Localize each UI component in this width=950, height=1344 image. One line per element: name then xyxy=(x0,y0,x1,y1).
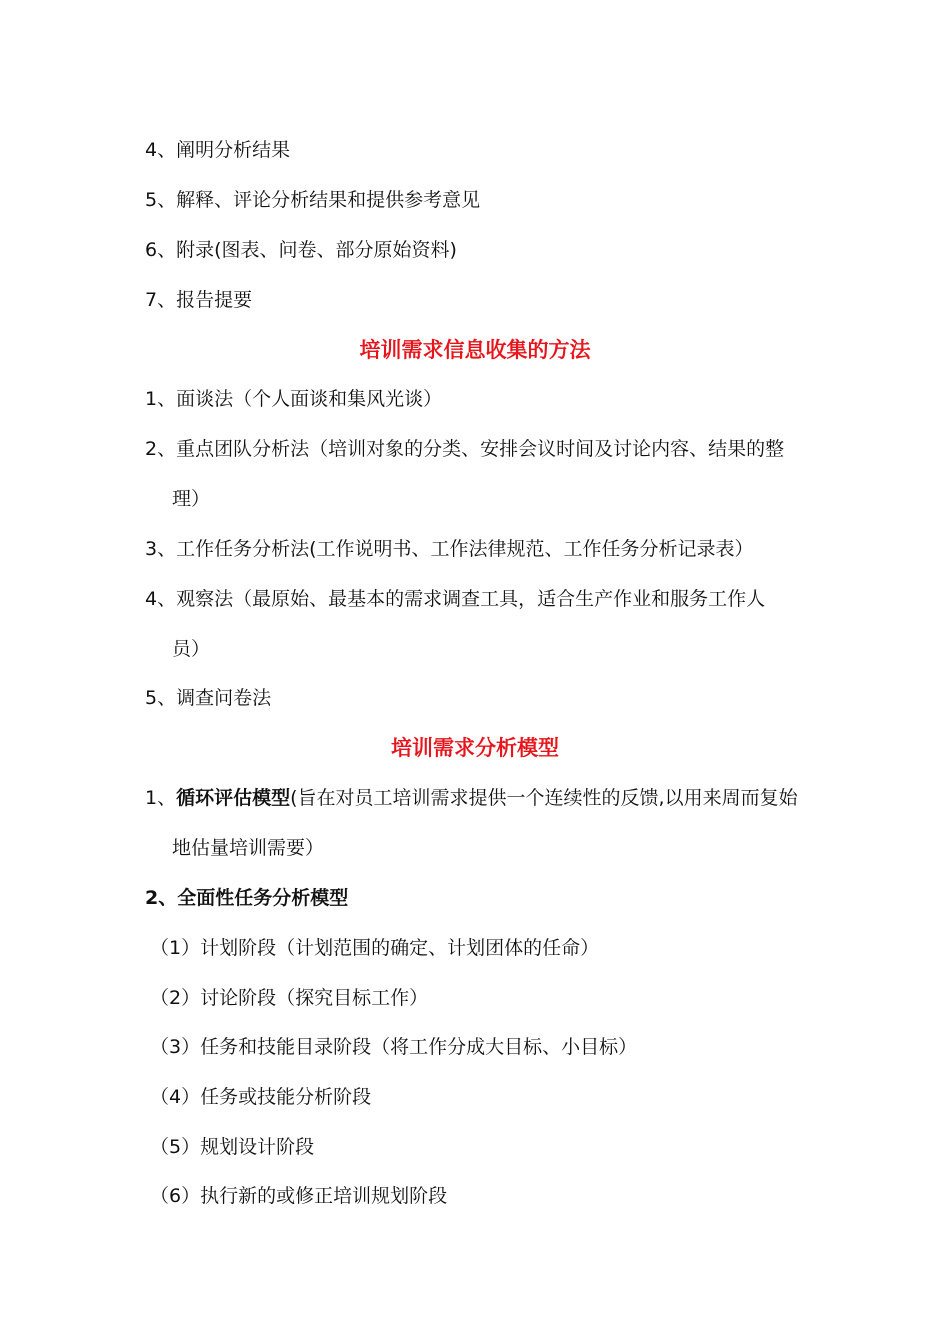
item-text: 重点团队分析法（培训对象的分类、安排会议时间及讨论内容、结果的整 xyxy=(176,438,785,460)
item-number: 5、 xyxy=(145,687,177,709)
list-item xyxy=(145,587,765,611)
sub-list-item xyxy=(150,1135,314,1159)
sub-list-item xyxy=(150,1035,637,1059)
model-name: 全面性任务分析模型 xyxy=(177,887,349,909)
item-text: 计划阶段（计划范围的确定、计划团体的任命） xyxy=(200,937,600,959)
list-item xyxy=(145,188,480,212)
item-text: 任务和技能目录阶段（将工作分成大目标、小目标） xyxy=(200,1036,638,1058)
item-number: （2） xyxy=(150,987,201,1009)
model-name: 循环评估模型 xyxy=(176,787,291,809)
list-item xyxy=(145,238,457,262)
list-item xyxy=(145,387,442,411)
item-text: 讨论阶段（探究目标工作） xyxy=(200,987,429,1009)
item-text: 任务或技能分析阶段 xyxy=(200,1086,372,1108)
item-number: （1） xyxy=(150,937,201,959)
item-number: （5） xyxy=(150,1136,201,1158)
sub-list-item xyxy=(150,936,599,960)
section-heading-collection-methods: 培训需求信息收集的方法 xyxy=(359,338,591,362)
item-number: 3、 xyxy=(145,538,177,560)
list-item xyxy=(145,138,290,162)
item-text: 报告提要 xyxy=(176,289,253,311)
item-text: 解释、评论分析结果和提供参考意见 xyxy=(176,189,481,211)
sub-list-item xyxy=(150,1085,371,1109)
item-text: 调查问卷法 xyxy=(176,687,272,709)
item-text: (旨在对员工培训需求提供一个连续性的反馈,以用来周而复始 xyxy=(290,787,798,809)
item-number: 5、 xyxy=(145,189,177,211)
list-item-continuation: 理） xyxy=(172,488,211,510)
item-number: 2、 xyxy=(145,887,178,909)
list-item xyxy=(145,437,784,461)
item-number: 4、 xyxy=(145,139,177,161)
item-text: 附录(图表、问卷、部分原始资料) xyxy=(176,239,457,261)
item-number: （6） xyxy=(150,1185,201,1207)
list-item xyxy=(145,786,798,810)
item-text: 规划设计阶段 xyxy=(200,1136,315,1158)
item-text: 工作任务分析法(工作说明书、工作法律规范、工作任务分析记录表） xyxy=(176,538,754,560)
item-number: （4） xyxy=(150,1086,201,1108)
section-heading-analysis-models: 培训需求分析模型 xyxy=(391,736,559,760)
list-item-continuation: 地估量培训需要） xyxy=(172,837,325,859)
list-item xyxy=(145,537,754,561)
item-text: 执行新的或修正培训规划阶段 xyxy=(200,1185,448,1207)
list-item xyxy=(145,686,271,710)
item-text: 观察法（最原始、最基本的需求调查工具，适合生产作业和服务工作人 xyxy=(176,588,766,610)
item-number: 4、 xyxy=(145,588,177,610)
list-item-continuation: 员） xyxy=(172,638,211,660)
sub-list-item xyxy=(150,986,428,1010)
sub-list-item xyxy=(150,1184,447,1208)
item-number: 6、 xyxy=(145,239,177,261)
item-number: 1、 xyxy=(145,787,177,809)
list-item xyxy=(145,886,348,910)
item-number: 2、 xyxy=(145,438,177,460)
item-text: 阐明分析结果 xyxy=(176,139,291,161)
item-number: 1、 xyxy=(145,388,177,410)
item-text: 面谈法（个人面谈和集风光谈） xyxy=(176,388,443,410)
item-number: 7、 xyxy=(145,289,177,311)
item-number: （3） xyxy=(150,1036,201,1058)
list-item xyxy=(145,288,252,312)
